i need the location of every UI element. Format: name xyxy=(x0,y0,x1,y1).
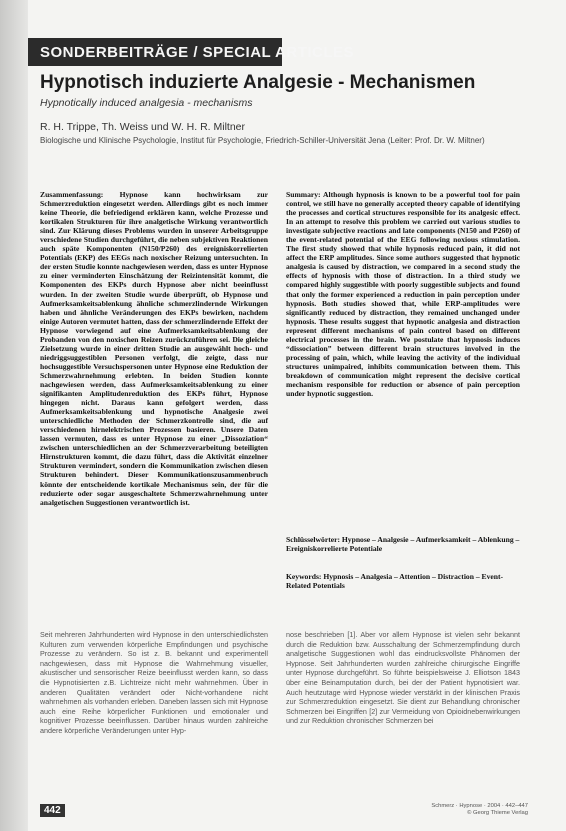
body-text-left: Seit mehreren Jahrhunderten wird Hypnose in den unterschiedlichsten Kulturen zum verwenden körperliche Empfindungen und psychische Prozesse zu verändern. So ist z. B. bekannt und experimentell nachgewiesen, dass mit Hypnose die Wahrnehmung visueller, akustischer und sensorischer Reize beeinflusst werden kann, so dass die Hypnotisierten z.B. Lichtreize nicht mehr wahrnehmen. Über in anderen Qualitäten verändert oder Nicht-vorhandene nicht wahrnehmen als vorhanden erleben. Daneben lassen sich mit Hypnose auch eine Reihe körperlicher Funktionen und emotionaler und kognitiver Prozesse beeinflussen. Darüber hinaus wurden zahlreiche andere körperliche Veränderungen unter Hyp- xyxy=(40,630,268,735)
footer-publisher: © Georg Thieme Verlag xyxy=(467,810,528,817)
page-number: 442 xyxy=(40,804,65,817)
article-subtitle: Hypnotically induced analgesia - mechanisms xyxy=(40,97,253,109)
section-banner-label: SONDERBEITRÄGE / SPECIAL ARTICLES xyxy=(40,44,355,61)
body-text-right: nose beschrieben [1]. Aber vor allem Hypnose ist vielen sehr bekannt durch die Reduktion bzw. Ausschaltung der Schmerzempfindung durch analgetische Suggestionen wohl das eindrucksvollste Phänomen der Hypnose. Seit Jahrhunderten wurden zahlreiche chirurgische Eingriffe unter Hypnose durchgeführt. So führte beispielsweise J. Elliotson 1843 über eine Beinamputation durch, bei der der Patient hypnotisiert war. Auch heutzutage wird Hypnose wieder verstärkt in der klinischen Praxis zur Schmerzreduktion eingesetzt. Sie dient zur Behandlung chronischer Schmerzen bei Eingriffen [2] zur Vermeidung von Opioidnebenwirkungen und zur Reduktion chronischer Schmerzen bei xyxy=(286,630,520,726)
abstract-english-text: Summary: Although hypnosis is known to be a powerful tool for pain control, we still have no generally accepted theory capable of identifying the processes and cortical structures responsible for its analgesic effect. In an attempt to resolve this problem we carried out various studies to investigate subjective reactions and late components (N150 and P260) of the event-related potential of the EEG following noxious stimulation. The first study showed that while hypnosis reduced pain, it did not affect the ERP amplitudes. Since some authors suggested that hypnotic analgesia is caused by distraction, we compared in a second study the effects of hypnosis with those of distraction. In a third study we compared highly suggestible with poorly suggestible subjects and found that only the former experienced a reduction in pain perception under hypnosis. Both studies showed that, while ERP-amplitudes were significantly reduced by distraction, they remained unchanged under hypnosis. These results suggest that hypnotic analgesia and distraction represent different mechanisms of pain control based on different electrical processes in the brain. We postulate that hypnosis induces “dissociation” between different brain structures involved in the processing of pain, which, while leaving the activity of the individual structures unimpaired, inhibits communication between them. This breakdown of communication might represent the decisive cortical mechanism responsible for reduction or absence of pain perception under hypnotic suggestion. xyxy=(286,190,520,399)
keywords-english: Keywords: Hypnosis – Analgesia – Attention – Distraction – Event-Related Potentials xyxy=(286,572,504,591)
abstract-english xyxy=(286,190,520,398)
page-spine xyxy=(0,0,28,831)
abstract-german-text: Zusammenfassung: Hypnose kann hochwirksam zur Schmerzreduktion eingesetzt werden. Allerdings gibt es noch immer keine Theorie, die befriedigend erklären kann, welche Prozesse und kortikalen Strukturen für ihre analgetische Wirkung verantwortlich sind. Zur Klärung dieses Problems wurden in unserer Arbeitsgruppe verschiedene Studien durchgeführt, die neben subjektiven Reaktionen auch späte Komponenten (N150/P260) des ereigniskorrelierten Potentials (EKP) des EEGs nach noxischer Reizung untersuchten. In der ersten Studie konnte nachgewiesen werden, dass es unter Hypnose zu einer verminderten Einschätzung der Reizintensität kommt, die Komponenten des EKPs durch Hypnose aber nicht beeinflusst wurden. In der zweiten Studie wurde überprüft, ob Hypnose und Aufmerksamkeitsablenkung ähnliche schmerzlindernde Wirkungen haben und ähnliche Veränderungen des EKPs bewirken, nachdem einige Autoren vermutet hatten, dass der schmerzlindernde Effekt der Hypnose vorwiegend auf eine Aufmerksamkeitsablenkung der Probanden von den noxischen Reizen zurückzuführen sei. Die gleiche Zielsetzung wurde in einer dritten Studie an ausgewählt hoch- und niedriggsuggestiblen Personen verfolgt, die zeigte, dass nur hochsuggestible Versuchspersonen unter Hypnose eine Reduktion der Schmerzwahrnehmung erlebten. In beiden Studien konnte nachgewiesen werden, dass Aufmerksamkeitsablenkung zu einer signifikanten Amplitudenreduktion des EKPs führt, Hypnose hingegen nicht. Daraus kann gefolgert werden, dass Aufmerksamkeitsablenkung und hypnotische Analgesie zwei unterschiedliche Methoden der Schmerzkontrolle sind, die auf verschiedenen hirnelektrischen Prozessen basieren. Unsere Daten lassen vermuten, dass es unter Hypnose zu einer „Dissoziation“ zwischen unterschiedlichen an der Schmerzverarbeitung beteiligten Hirnstrukturen kommt, die dazu führt, dass die Aktivität einzelner Strukturen vermindert, sondern die Kommunikation zwischen diesen Strukturen behindert. Dieser Kommunikationszusammenbruch könnte der entscheidende kortikale Mechanismus sein, der für die reduzierte oder sogar ausgeschaltete Schmerzwahrnehmung unter analgetischen Suggestionen verantwortlich ist. xyxy=(40,190,268,507)
footer-citation: Schmerz · Hypnose · 2004 · 442–447 xyxy=(431,803,528,809)
page-footer xyxy=(428,803,528,817)
keywords-german: Schlüsselwörter: Hypnose – Analgesie – Aufmerksamkeit – Ablenkung – Ereigniskorrelierte Potentiale xyxy=(286,535,520,554)
article-title: Hypnotisch induzierte Analgesie - Mechanismen xyxy=(40,72,476,93)
article-affiliation: Biologische und Klinische Psychologie, Institut für Psychologie, Friedrich-Schiller-Universität Jena (Leiter: Prof. Dr. W. Miltner) xyxy=(40,136,485,145)
article-authors: R. H. Trippe, Th. Weiss und W. H. R. Miltner xyxy=(40,121,246,133)
abstract-german xyxy=(40,190,268,507)
